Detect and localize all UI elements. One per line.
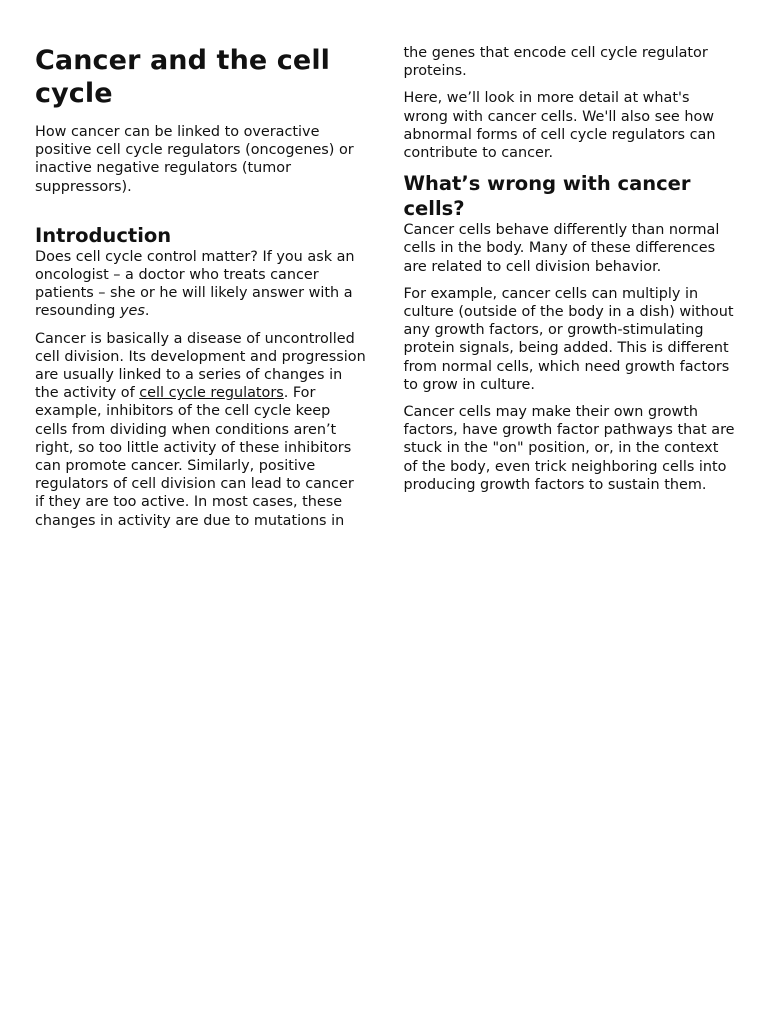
cell-cycle-regulators-link[interactable]: cell cycle regulators <box>139 385 284 402</box>
intro-p1-text: Does cell cycle control matter? If you ask an oncologist – a doctor who treats cancer patients – she or he will likely answer with a resounding <box>35 248 355 320</box>
article-subtitle: How cancer can be linked to overactive positive cell cycle regulators (oncogenes) or inactive negative regulators (tumor suppressors). <box>35 124 354 195</box>
section-heading-introduction: Introduction <box>35 223 172 247</box>
intro-p1-end: . <box>144 303 150 320</box>
section-heading-whats-wrong: What’s wrong with cancer cells? <box>403 172 691 221</box>
intro-paragraph-3: Here, we’ll look in more detail at what's wrong with cancer cells. We'll also see how abnormal forms of cell cycle regulators can contribute to cancer. <box>403 90 716 162</box>
wrong-paragraph-3: Cancer cells may make their own growth factors, have growth factor pathways that are stuck in the "on" position, or, in the context of the body, even trick neighboring cells into producing growth factors to sustain them. <box>403 404 735 493</box>
intro-p2-end: . For example, inhibitors of the cell cycle keep cells from dividing when conditions aren’t right, so too little activity of these inhibitors can promote cancer. Similarly, positive regulators of cell division can lead to cancer if they are too active. In most cases, these changes in activity are due to mutations in the genes that encode cell cycle regulator proteins. <box>35 45 708 529</box>
intro-paragraph-1 <box>35 248 367 321</box>
wrong-paragraph-2: For example, cancer cells can multiply in culture (outside of the body in a dish) without any growth factors, or growth-stimulating protein signals, being added. This is different from normal cells, which need growth factors to grow in culture. <box>403 285 734 393</box>
intro-p1-emphasis: yes <box>119 303 145 320</box>
article <box>35 44 735 544</box>
wrong-paragraph-1: Cancer cells behave differently than normal cells in the body. Many of these differences are related to cell division behavior. <box>403 222 720 275</box>
page-title: Cancer and the cell cycle <box>35 45 331 109</box>
intro-p2-text: Cancer is basically a disease of uncontrolled cell division. Its development and progression are usually linked to a series of changes in the activity of <box>35 330 366 402</box>
